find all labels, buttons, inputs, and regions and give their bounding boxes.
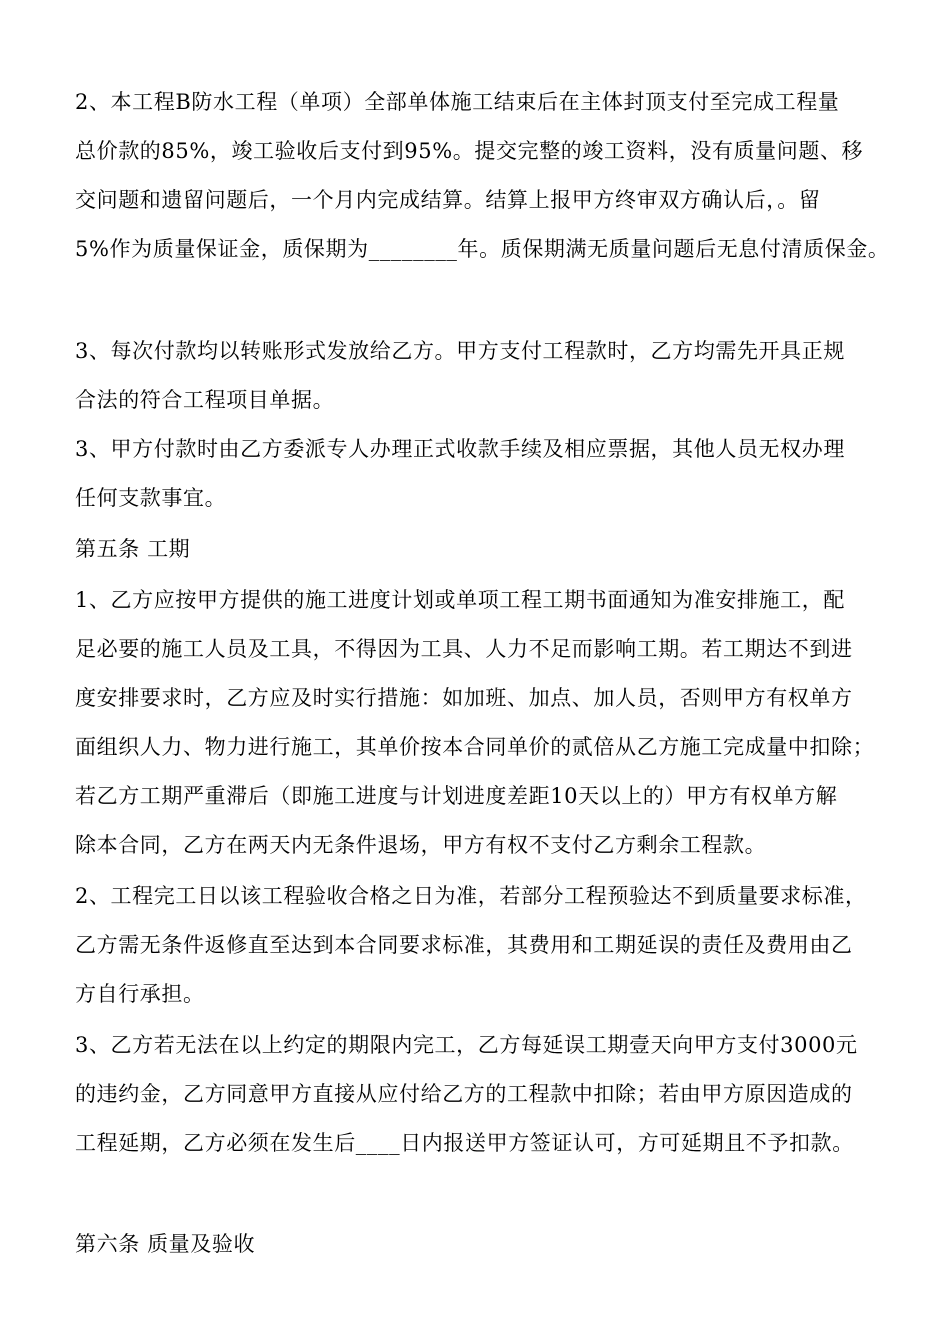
text-line: 合法的符合工程项目单据。 bbox=[75, 388, 335, 412]
text-line: 乙方需无条件返修直至达到本合同要求标准，其费用和工期延误的责任及费用由乙 bbox=[75, 933, 853, 957]
section-heading: 第六条 质量及验收 bbox=[75, 1232, 256, 1256]
text-line: 2、本工程B防水工程（单项）全部单体施工结束后在主体封顶支付至完成工程量 bbox=[75, 90, 840, 114]
text-line: 除本合同，乙方在两天内无条件退场，甲方有权不支付乙方剩余工程款。 bbox=[75, 833, 767, 857]
text-line: 5%作为质量保证金，质保期为________年。质保期满无质量问题后无息付清质保金。 bbox=[75, 237, 890, 261]
text-line: 3、乙方若无法在以上约定的期限内完工，乙方每延误工期壹天向甲方支付3000元 bbox=[75, 1033, 858, 1057]
text-line: 若乙方工期严重滞后（即施工进度与计划进度差距10天以上的）甲方有权单方解 bbox=[75, 784, 838, 808]
text-line: 2、工程完工日以该工程验收合格之日为准，若部分工程预验达不到质量要求标准， bbox=[75, 884, 867, 908]
text-line: 交问题和遗留问题后，一个月内完成结算。结算上报甲方终审双方确认后，。留 bbox=[75, 188, 821, 212]
text-line: 足必要的施工人员及工具，不得因为工具、人力不足而影响工期。若工期达不到进 bbox=[75, 637, 853, 661]
section-heading: 第五条 工期 bbox=[75, 537, 191, 561]
text-line: 3、甲方付款时由乙方委派专人办理正式收款手续及相应票据，其他人员无权办理 bbox=[75, 437, 845, 461]
text-line: 3、每次付款均以转账形式发放给乙方。甲方支付工程款时，乙方均需先开具正规 bbox=[75, 339, 845, 363]
text-line: 工程延期，乙方必须在发生后____日内报送甲方签证认可，方可延期且不予扣款。 bbox=[75, 1131, 854, 1155]
text-line: 度安排要求时，乙方应及时实行措施：如加班、加点、加人员，否则甲方有权单方 bbox=[75, 686, 853, 710]
text-line: 1、乙方应按甲方提供的施工进度计划或单项工程工期书面通知为准安排施工，配 bbox=[75, 588, 845, 612]
text-line: 的违约金，乙方同意甲方直接从应付给乙方的工程款中扣除；若由甲方原因造成的 bbox=[75, 1082, 853, 1106]
text-line: 方自行承担。 bbox=[75, 982, 205, 1006]
text-line: 面组织人力、物力进行施工，其单价按本合同单价的贰倍从乙方施工完成量中扣除； bbox=[75, 735, 875, 759]
text-line: 任何支款事宜。 bbox=[75, 486, 227, 510]
text-line: 总价款的85%，竣工验收后支付到95%。提交完整的竣工资料，没有质量问题、移 bbox=[75, 139, 864, 163]
